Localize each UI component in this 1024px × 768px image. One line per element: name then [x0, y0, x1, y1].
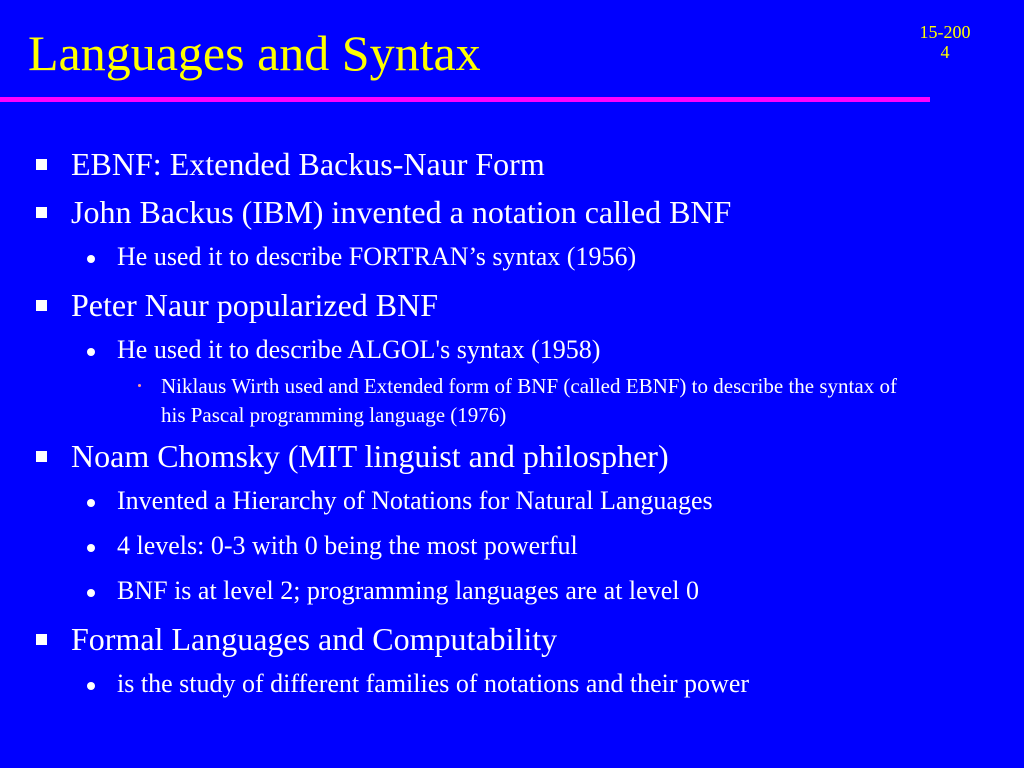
bullet-item — [0, 283, 1000, 327]
bullet-text: John Backus (IBM) invented a notation called BNF — [71, 194, 732, 230]
sub-bullet-item — [0, 661, 1000, 706]
sub-bullet-text: He used it to describe FORTRAN’s syntax (1956) — [117, 242, 637, 271]
course-code-line1: 15-200 — [919, 22, 971, 42]
course-code — [910, 22, 980, 62]
sub-bullet-item — [0, 327, 1000, 372]
bullet-text: Peter Naur popularized BNF — [71, 287, 439, 323]
sub-sub-bullet-item — [0, 372, 921, 430]
sub-bullet-item — [0, 478, 1000, 523]
dot-bullet-icon — [87, 589, 95, 597]
bullet-item — [0, 190, 1000, 234]
sub-bullet-item — [0, 523, 1000, 568]
slide-title: Languages and Syntax — [28, 25, 481, 81]
dot-bullet-icon — [87, 682, 95, 690]
bullet-text: Formal Languages and Computability — [71, 621, 558, 657]
sub-bullet-text: He used it to describe ALGOL's syntax (1958) — [117, 335, 601, 364]
dot-bullet-icon — [87, 544, 95, 552]
bullet-list — [0, 142, 1000, 706]
square-bullet-icon — [36, 159, 47, 170]
sub-bullet-item — [0, 568, 1000, 613]
square-bullet-icon — [36, 207, 47, 218]
bullet-item — [0, 434, 1000, 478]
bullet-item — [0, 142, 1000, 186]
sub-bullet-text: Invented a Hierarchy of Notations for Natural Languages — [117, 486, 713, 515]
square-bullet-icon — [36, 451, 47, 462]
sub-sub-bullet-text: Niklaus Wirth used and Extended form of BNF (called EBNF) to describe the syntax of his Pascal programming language (1976) — [161, 374, 897, 427]
sub-bullet-item — [0, 234, 1000, 279]
dot-bullet-icon — [87, 255, 95, 263]
bullet-text: Noam Chomsky (MIT linguist and philospher) — [71, 438, 669, 474]
sub-bullet-text: 4 levels: 0-3 with 0 being the most powerful — [117, 531, 578, 560]
square-bullet-icon — [36, 634, 47, 645]
sub-bullet-text: is the study of different families of notations and their power — [117, 669, 750, 698]
bullet-item — [0, 617, 1000, 661]
sub-bullet-text: BNF is at level 2; programming languages are at level 0 — [117, 576, 699, 605]
title-divider — [0, 97, 930, 102]
dot-bullet-icon — [87, 499, 95, 507]
course-code-line2: 4 — [940, 42, 950, 62]
dot-bullet-icon — [87, 348, 95, 356]
small-dot-bullet-icon — [138, 384, 141, 387]
bullet-text: EBNF: Extended Backus-Naur Form — [71, 146, 545, 182]
square-bullet-icon — [36, 300, 47, 311]
